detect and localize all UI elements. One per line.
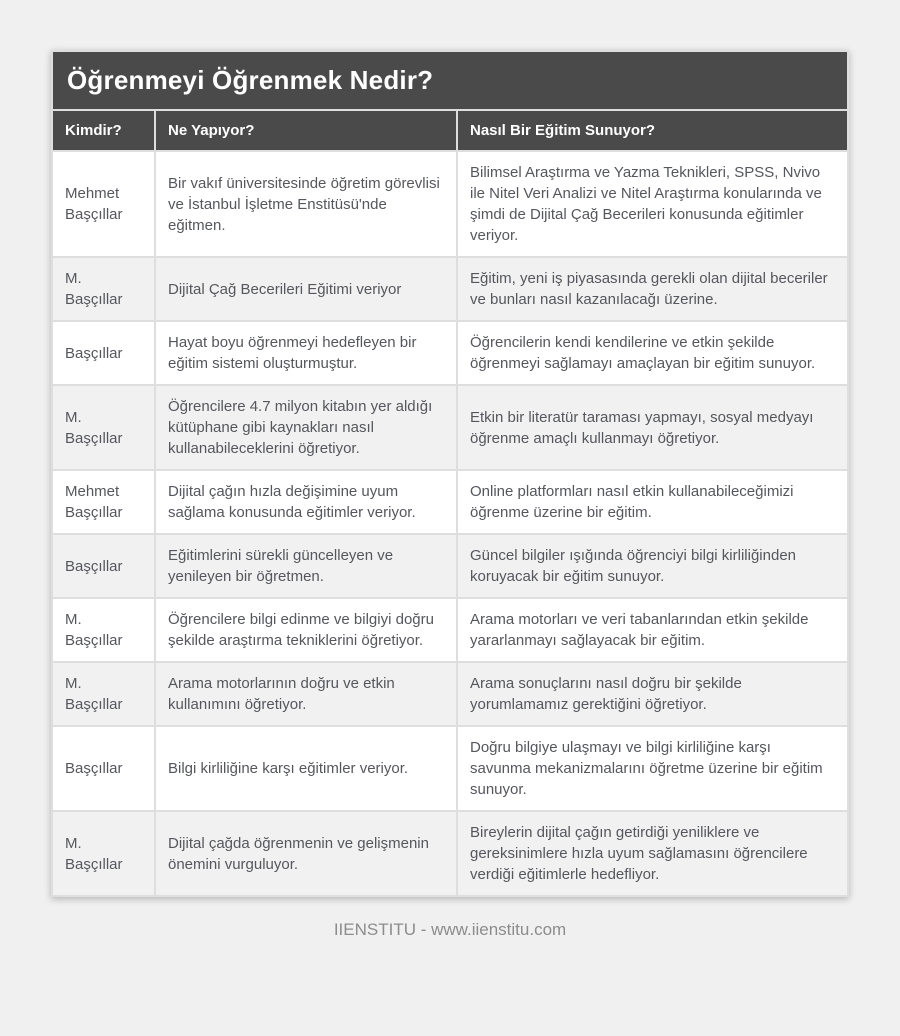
what-cell: Bilgi kirliliğine karşı eğitimler veriyor. (156, 727, 456, 810)
who-cell: Başçıllar (53, 535, 154, 597)
who-cell: Başçıllar (53, 727, 154, 810)
what-cell: Dijital çağın hızla değişimine uyum sağlama konusunda eğitimler veriyor. (156, 471, 456, 533)
column-header-who: Kimdir? (53, 111, 154, 150)
education-cell: Bilimsel Araştırma ve Yazma Teknikleri, SPSS, Nvivo ile Nitel Veri Analizi ve Nitel Araştırma konularında ve şimdi de Dijital Çağ Becerileri konusunda eğitimler veriyor. (458, 152, 847, 256)
who-cell: M. Başçıllar (53, 258, 154, 320)
education-cell: Eğitim, yeni iş piyasasında gerekli olan dijital beceriler ve bunları nasıl kazanılacağı üzerine. (458, 258, 847, 320)
education-cell: Güncel bilgiler ışığında öğrenciyi bilgi kirliliğinden koruyacak bir eğitim sunuyor. (458, 535, 847, 597)
column-header-education: Nasıl Bir Eğitim Sunuyor? (458, 111, 847, 150)
who-cell: Başçıllar (53, 322, 154, 384)
table-row (53, 727, 847, 810)
what-cell: Öğrencilere 4.7 milyon kitabın yer aldığı kütüphane gibi kaynakları nasıl kullanabileceklerini öğretiyor. (156, 386, 456, 469)
what-cell: Dijital Çağ Becerileri Eğitimi veriyor (156, 258, 456, 320)
table-body (53, 152, 847, 895)
what-cell: Bir vakıf üniversitesinde öğretim görevlisi ve İstanbul İşletme Enstitüsü'nde eğitmen. (156, 152, 456, 256)
learning-table (51, 50, 849, 897)
education-cell: Öğrencilerin kendi kendilerine ve etkin şekilde öğrenmeyi sağlamayı amaçlayan bir eğitim sunuyor. (458, 322, 847, 384)
education-cell: Arama motorları ve veri tabanlarından etkin şekilde yararlanmayı sağlayacak bir eğitim. (458, 599, 847, 661)
what-cell: Hayat boyu öğrenmeyi hedefleyen bir eğitim sistemi oluşturmuştur. (156, 322, 456, 384)
education-cell: Etkin bir literatür taraması yapmayı, sosyal medyayı öğrenme amaçlı kullanmayı öğretiyor. (458, 386, 847, 469)
title-row (53, 52, 847, 109)
table-row (53, 471, 847, 533)
education-cell: Doğru bilgiye ulaşmayı ve bilgi kirliliğine karşı savunma mekanizmalarını öğretme üzerine bir eğitim sunuyor. (458, 727, 847, 810)
what-cell: Öğrencilere bilgi edinme ve bilgiyi doğru şekilde araştırma tekniklerini öğretiyor. (156, 599, 456, 661)
table-row (53, 599, 847, 661)
who-cell: M. Başçıllar (53, 386, 154, 469)
table-row (53, 152, 847, 256)
what-cell: Eğitimlerini sürekli güncelleyen ve yenileyen bir öğretmen. (156, 535, 456, 597)
education-cell: Bireylerin dijital çağın getirdiği yeniliklere ve gereksinimlere hızla uyum sağlamasını öğrencilere verdiği eğitimlerle hedefliyor. (458, 812, 847, 895)
table-row (53, 386, 847, 469)
table-row (53, 812, 847, 895)
what-cell: Dijital çağda öğrenmenin ve gelişmenin önemini vurguluyor. (156, 812, 456, 895)
column-header-what: Ne Yapıyor? (156, 111, 456, 150)
who-cell: M. Başçıllar (53, 812, 154, 895)
who-cell: M. Başçıllar (53, 663, 154, 725)
table-row (53, 322, 847, 384)
table-row (53, 663, 847, 725)
page-title: Öğrenmeyi Öğrenmek Nedir? (53, 52, 847, 109)
what-cell: Arama motorlarının doğru ve etkin kullanımını öğretiyor. (156, 663, 456, 725)
content-card (51, 50, 849, 897)
education-cell: Online platformları nasıl etkin kullanabileceğimizi öğrenme üzerine bir eğitim. (458, 471, 847, 533)
education-cell: Arama sonuçlarını nasıl doğru bir şekilde yorumlamamız gerektiğini öğretiyor. (458, 663, 847, 725)
footer-credit: IIENSTITU - www.iienstitu.com (333, 920, 567, 939)
who-cell: Mehmet Başçıllar (53, 152, 154, 256)
column-header-row (53, 111, 847, 150)
table-row (53, 535, 847, 597)
who-cell: M. Başçıllar (53, 599, 154, 661)
who-cell: Mehmet Başçıllar (53, 471, 154, 533)
table-row (53, 258, 847, 320)
